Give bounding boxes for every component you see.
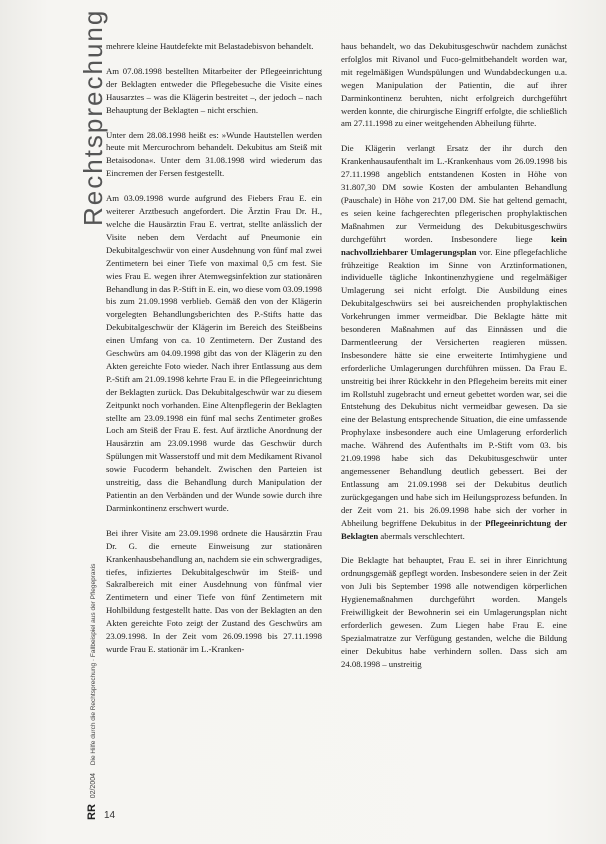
issue-number: 02/2004 xyxy=(90,772,97,799)
paragraph: Unter dem 28.08.1998 heißt es: »Wunde Hautstellen werden heute mit Mercurochrom behandelt. Dekubitus am Steiß mit Betaisodona«. Unter dem 31.08.1998 wird wiederum das Eincremen der Fersen festgestellt. xyxy=(106,129,322,179)
paragraph: Am 07.08.1998 bestellten Mitarbeiter der Pflegeeinrichtung der Beklagten entweder die Pflegebesuche die Visite eines Hausarztes – was die Klägerin bestreitet –, der jedoch – nach Behauptung der Beklagten – nicht erschien. xyxy=(106,65,322,115)
journal-logo: RR xyxy=(86,804,98,820)
bold-phrase: Pflegeeinrichtung der Beklagten xyxy=(341,517,568,541)
right-column xyxy=(341,40,567,683)
bold-phrase: kein nachvollziehbarer Umlagerungsplan xyxy=(341,233,567,257)
paragraph: haus behandelt, wo das Dekubitusgeschwür nachdem zunächst erfolglos mit Rivanol und Fuco-gelmitbehandelt worden war, mit regelmäßigen Wundspülungen und Wundabdeckungen u.a. wegen Manipulation der Patientin, die auf ihrer Darminkontinenz beruhten, nicht erfolgreich durchgeführt werden konnte, die chirurgische Eingriff erfolgte, die schließlich am 27.11.1998 zu einer weitgehenden Abheilung führte. xyxy=(341,41,567,129)
paragraph: mehrere kleine Hautdefekte mit Belastadebisvon behandelt. xyxy=(106,41,314,51)
left-column xyxy=(106,40,322,668)
paragraph: Die Beklagte hat behauptet, Frau E. sei in ihrer Einrichtung ordnungsgemäß gepflegt worden. Insbesondere seien in der Zeit von Juli bis September 1998 alle notwendigen körperlichen Hygienemaßnahmen durchgeführt worden. Mangels Freiwilligkeit der Bewohnerin sei ein Umlagerungsplan nicht erforderlich gewesen. Zum Liegen habe Frau E. eine Spezialmatratze zur Verfügung gestanden, welche die Bildung einer Dekubitus habe verhindern sollen. Dass sich am 24.08.1998 – unstreitig xyxy=(341,555,567,669)
paragraph: Die Klägerin verlangt Ersatz der ihr durch den Krankenhausaufenthalt im L.-Krankenhaus vom 26.09.1998 bis 27.11.1998 angeblich entstandenen Kosten in Höhe von 31.807,30 DM sowie Kosten der ambulanten Behandlung (Pauschale) in Höhe von 217,00 DM. Sie hat geltend gemacht, es seien keine fachgerechten pflegerischen prophylaktischen Maßnahmen zur Vermeidung des Dekubitusgeschwürs durchgeführt worden. Insbesondere liege kein nachvollziehbarer Umlagerungsplan vor. Eine pflegefachliche frühzeitige Reaktion im Sinne von Arztinformationen, individuelle tägliche Inkontinenzhygiene und regelmäßiger Umlagerung sei nicht erfolgt. Die Ausbildung eines Dekubitalgeschwürs sei bei ausreichenden prophylaktischen Vorkehrungen immer vermeidbar. Die Beklagte hätte mit besonderen Maßnahmen auf das Einnässen und die Darmentleerung der Versicherten reagieren müssen. Insbesondere hätte sie eine erweiterte Intimhygiene und erforderliche Umlagerungen durchführen müssen. Da Frau E. unstreitig bei ihrer Rückkehr in den Pflegeheim bereits mit einer im Rollstuhl zugebracht und erneut gebettet worden war, sei die Entstehung des Dekubitus nicht vermeidbar gewesen. Da sie eine der Belastung entsprechende Situation, die eine umfassende Prophylaxe insbesondere auch eine Umlagerung erforderlich mache. Während des Aufenthalts im P.-Stift vom 03. bis 21.09.1998 habe sich das Dekubitusgeschwür unter angemessener Behandlung deutlich gebessert. Bei der Entlassung am 21.09.1998 sei der Dekubitus deutlich zurückgegangen und habe sich im Heilungsprozess befunden. In der Zeit vom 21. bis 26.09.1998 habe sich der vorher in Abheilung begriffene Dekubitus in der Pflegeeinrichtung der Beklagten abermals verschlechtert. xyxy=(341,143,568,541)
paragraph: Bei ihrer Visite am 23.09.1998 ordnete die Hausärztin Frau Dr. G. die erneute Einweisung zur stationären Krankenhausbehandlung an, nachdem sie ein schwergradiges, tiefes, infiziertes Dekubitalgeschwür im Steiß- und Sakralbereich mit einer Ausdehnung von fünfmal vier Zentimetern und einer Tiefe von fünf Zentimetern mit Hohlbildung festgestellt hatte. Das von der Beklagten an den Akten gereichte Foto zeigt der Zustand des Geschwürs am 23.09.1998. In der Zeit vom 26.09.1998 bis 27.11.1998 wurde Frau E. stationär im L.-Kranken- xyxy=(106,527,322,654)
paragraph: Am 03.09.1998 wurde aufgrund des Fiebers Frau E. ein weiterer Arztbesuch angefordert. Die Ärztin Frau Dr. H., welche die Hausärztin Frau E. vertrat, stellte anlässlich der Visite neben dem Verdacht auf Pneumonie ein Dekubitalgeschwür von einer Ausdehnung von fünf mal zwei Zentimetern bei einer Tiefe von maximal 0,5 cm fest. Sie wies Frau E. wegen ihrer Atemwegsinfektion zur stationären Behandlung in das P.-Stift in E. ein, wo diese vom 03.09.1998 bis zum 21.09.1998 verblieb. Gemäß den von der Klägerin vorgelegten Behandlungsberichten des P.-Stifts hatte das Dekubitalgeschwür der Klägerin im Bereich des Steißbeins einen Umfang von ca. 10 Zentimetern. Der Zustand des Geschwürs am 04.09.1998 gibt das von der Klägerin zu den Akten gereichte Foto wieder. Nach ihrer Entlassung aus dem P.-Stift am 21.09.1998 kehrte Frau E. in die Pflegeeinrichtung der Beklagten zurück. Das Dekubitalgeschwür war zu diesem Zeitpunkt noch vorhanden. Eine Altenpflegerin der Beklagten stellte am 23.09.1998 ein fünf mal sechs Zentimeter großes Loch am Steiß der Frau E. fest. Auf ärztliche Anordnung der Hausärztin am 23.09.1998 wurde das Geschwür durch Spülungen mit Wasserstoff und mit dem Medikament Rivanol sowie Fucoderm behandelt. Zwischen den Parteien ist unstreitig, dass die Behandlung durch Manipulation der Patientin an den Verbänden und der Wunde sowie durch ihre Darminkontinenz erschwert wurde. xyxy=(106,193,322,513)
running-head: Die Hilfe durch die Rechtsprechung · Fallbeispiel aus der Pflegepraxis xyxy=(90,563,97,766)
page-number: 14 xyxy=(104,810,116,821)
section-rubric: Rechtsprechung xyxy=(78,8,108,226)
running-footer xyxy=(86,564,98,820)
